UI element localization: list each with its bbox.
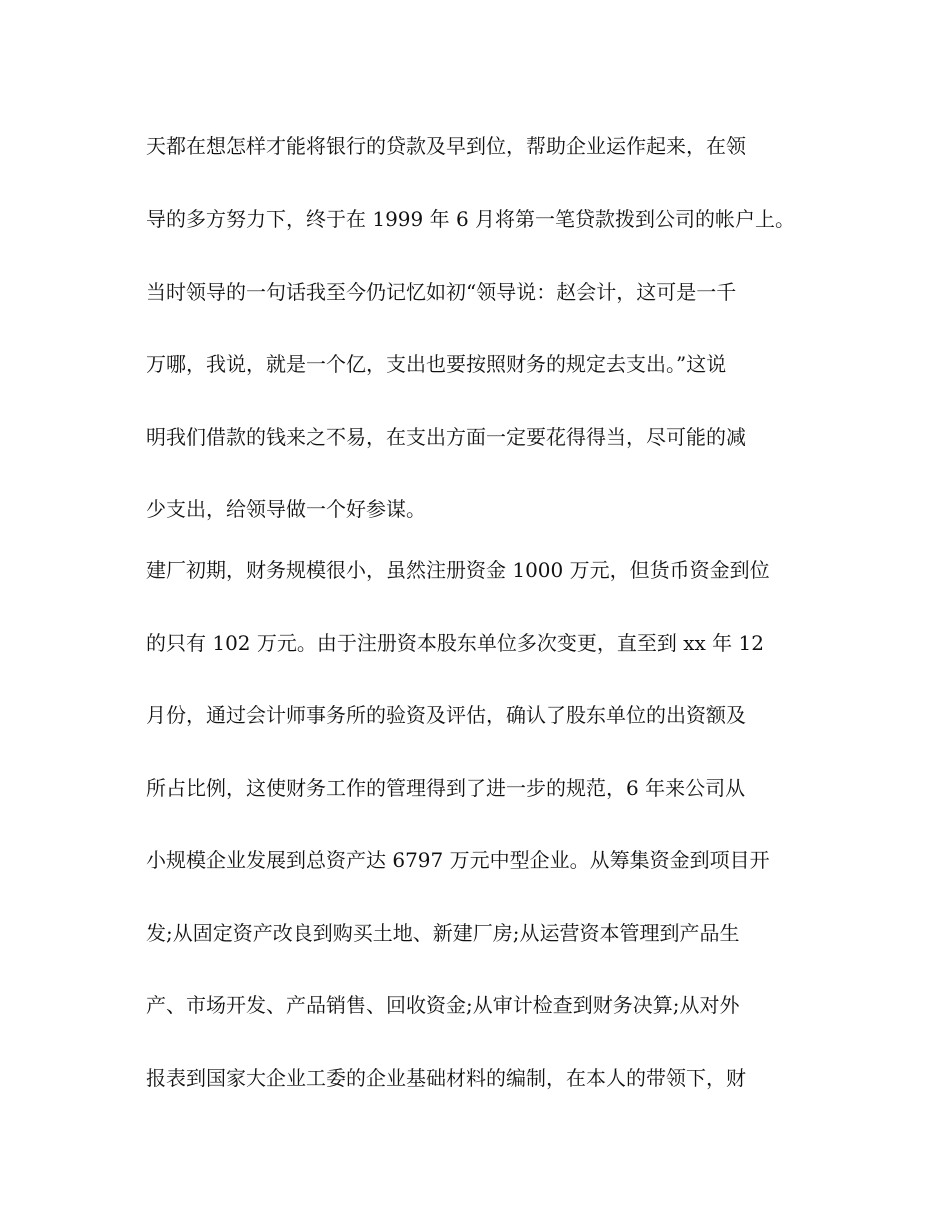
- text-line: 报表到国家大企业工委的企业基础材料的编制，在本人的带领下，财: [146, 1066, 746, 1090]
- text-line: 当时领导的一句话我至今仍记忆如初“领导说：赵会计，这可是一千: [146, 280, 737, 304]
- text-line: 导的多方努力下，终于在 1999 年 6 月将第一笔贷款拨到公司的帐户上。: [146, 207, 796, 231]
- text-line: 产、市场开发、产品销售、回收资金;从审计检查到财务决算;从对外: [146, 993, 740, 1017]
- text-line: 小规模企业发展到总资产达 6797 万元中型企业。从筹集资金到项目开: [146, 848, 770, 872]
- text-line: 所占比例，这使财务工作的管理得到了进一步的规范，6 年来公司从: [146, 776, 746, 800]
- text-line: 万哪，我说，就是一个亿，支出也要按照财务的规定去支出。”这说: [146, 352, 727, 376]
- text-line: 发;从固定资产改良到购买土地、新建厂房;从运营资本管理到产品生: [146, 921, 740, 945]
- text-line: 月份，通过会计师事务所的验资及评估，确认了股东单位的出资额及: [146, 703, 746, 727]
- text-line: 天都在想怎样才能将银行的贷款及早到位，帮助企业运作起来，在领: [146, 134, 746, 158]
- text-line: 明我们借款的钱来之不易，在支出方面一定要花得得当，尽可能的减: [146, 425, 746, 449]
- text-line: 少支出，给领导做一个好参谋。: [146, 497, 426, 521]
- text-line: 的只有 102 万元。由于注册资本股东单位多次变更，直至到 xx 年 12: [146, 631, 764, 655]
- text-line: 建厂初期，财务规模很小，虽然注册资金 1000 万元，但货币资金到位: [146, 558, 770, 582]
